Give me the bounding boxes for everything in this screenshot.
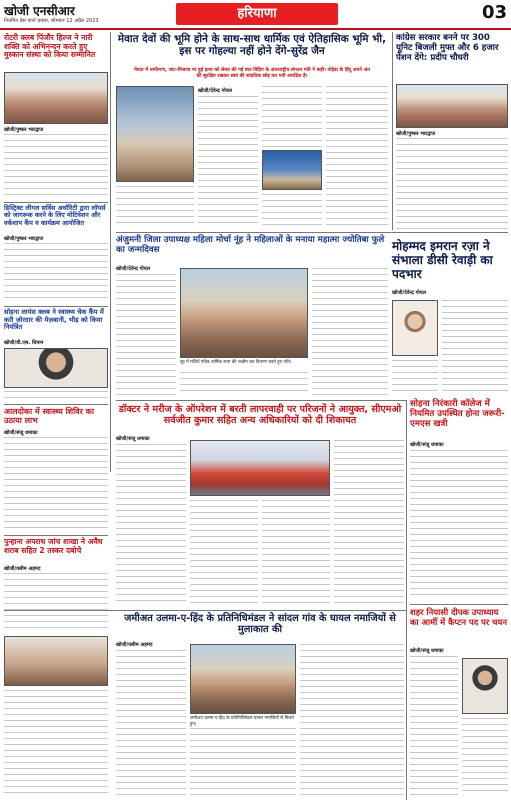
photo-complaint <box>190 440 330 496</box>
story-byline: खोजी/वसीम अहमद <box>116 642 153 648</box>
story-headline: कांग्रेस सरकार बनने पर 300 यूनिट बिजली मुफ्त और 6 हजार पेंशन देंगे: प्रदीप चौधरी <box>396 33 499 63</box>
column-rule <box>110 32 111 472</box>
lead-headline: मेवात देवों की भूमि होने के साथ-साथ धार्मिक एवं ऐतिहासिक भूमि भी, इस पर गोहल्या नहीं होने देंगे-सुरेंद्र जैन <box>117 33 387 57</box>
story-headline: शहर नियासी दीपक उपाध्याय का आर्मी में कैप्टन पद पर चयन <box>410 607 507 627</box>
photo-lead-event <box>116 86 194 182</box>
newspaper-logo: खोजी एनसीआर <box>4 4 75 18</box>
story-nirankari-college <box>410 400 508 430</box>
story-body-text <box>392 360 438 396</box>
story-body-text <box>4 690 108 796</box>
story-body-text <box>4 134 108 200</box>
story-body-text <box>198 96 258 226</box>
story-byline: खोजी/पुष्कर भारद्वाज <box>4 236 44 242</box>
story-body-text <box>396 138 508 230</box>
story-body-text <box>116 274 176 396</box>
story-body-text <box>4 391 108 401</box>
story-body-text <box>190 500 258 606</box>
story-body-text <box>190 728 296 796</box>
story-byline: खोजी/देवेन्द्र गोयल <box>198 88 232 94</box>
column-rule <box>406 400 407 800</box>
story-byline: खोजी/वी.एस. धिमान <box>4 340 44 346</box>
story-congress <box>396 34 508 64</box>
story-army-captain <box>410 608 508 627</box>
page-number: 03 <box>481 2 507 23</box>
story-body-text <box>116 186 194 226</box>
story-byline: खोजी/पुष्कर भारद्वाज <box>4 127 44 133</box>
story-headline: आलदोका में स्वास्थ्य शिविर का उठाया लाभ <box>4 407 94 426</box>
story-headline: डिस्ट्रिक्ट लीगल सर्विस अथॉरिटी द्वारा लॉयर्स को जागरूक करने के लिए मोटिवेशन और वर्कशाप कैंप व कार्यक्रम आयोजित <box>4 204 106 227</box>
story-headline: पुन्हाना अपराध जांच शाखा ने अवैध शराब सहित 2 तस्कर दबोचे <box>4 537 103 555</box>
story-byline: खोजी/संजू धमाका <box>410 442 444 448</box>
story-doctor-negligence <box>116 404 404 426</box>
photo-lead-speaker <box>262 150 322 190</box>
story-lions-club <box>4 309 108 332</box>
story-headline: सोहना लायंस क्लब ने स्वास्थ्य चेक कैंप में करी ज़ोरदार की मेज़बानी, भीड़ को किया नियंत्रित <box>4 308 104 332</box>
masthead <box>0 0 511 30</box>
story-byline: खोजी/पुष्कर भारद्वाज <box>396 131 436 137</box>
story-body-text <box>462 718 508 796</box>
story-byline: खोजी/संजू धमाका <box>116 436 150 442</box>
story-dc-rewari <box>392 240 508 281</box>
section-title: हरियाणा <box>176 3 338 25</box>
issue-date: नियमित प्रेस वार्ता प्रयास, सोमवार 12 अप्रैल 2023 <box>4 18 99 24</box>
photo-dc-portrait <box>392 300 438 356</box>
column-rule <box>392 32 393 230</box>
story-body-text <box>300 644 404 796</box>
photo-rotary-event <box>4 72 108 124</box>
story-body-text <box>4 243 108 303</box>
story-jyotiba-phule <box>116 236 388 256</box>
story-legal-services <box>4 205 108 227</box>
story-headline: डॉक्टर ने मरीज के ऑपरेशन में बरती लापरवाही पर परिजनों ने आयुक्त, सीएमओ सर्वजीत कुमार सहित अन्य अधिकारियों को दी शिकायत <box>118 404 402 427</box>
photo-captain-portrait <box>462 658 508 714</box>
story-rotary <box>4 34 108 60</box>
lead-strap: मेवात में धर्मांतरण, जाट-मिजाज पर हुई हत्या को लेकर की गई बात विहिप के अंतरराष्ट्रीय संगठन मंत्री ने कही। नोहेडा के हिंदू अपने अंत की सुरक्षित रखकर स्वयं की सांप्रदिक छोड़ कर गयी आरक्षित है। <box>134 68 370 80</box>
story-body-text <box>4 573 108 633</box>
story-liquor-seizure <box>4 538 108 555</box>
photo-congress-meeting <box>396 84 508 128</box>
story-body-text <box>312 268 388 396</box>
story-byline: खोजी/देवेन्द्र गोयल <box>392 290 426 296</box>
story-headline: जमीअत उलमा-ए-हिंद के प्रतिनिधिमंडल ने सांदल गांव के घायल नमाजियों से मुलाकात की <box>124 613 396 636</box>
photo-lions-club <box>4 348 108 388</box>
story-headline: मोहम्मद इमरान रज़ा ने संभाला डीसी रेवाड़ी का पदभार <box>392 239 493 281</box>
photo-caption: नूंह में मजिदें पवित्र धार्मिक सभा की जश्नीम कर वितरण करते हुए पति। <box>180 360 292 365</box>
story-byline: खोजी/देवेन्द्र गोयल <box>116 266 150 272</box>
story-byline: खोजी/संजू धमाका <box>410 648 444 654</box>
story-body-text <box>116 444 186 606</box>
photo-caption: जमीअत उलमा-ए-हिंद के प्रतिनिधिमंडल घायल नमाजियों से मिलते हुए। <box>190 716 294 727</box>
photo-accused <box>4 636 108 686</box>
story-body-text <box>180 372 308 396</box>
story-body-text <box>4 437 108 533</box>
story-body-text <box>410 450 508 600</box>
story-body-text <box>262 500 330 606</box>
story-health-camp <box>4 407 108 425</box>
story-body-text <box>334 440 404 606</box>
story-body-text <box>116 650 186 796</box>
story-body-text <box>326 86 388 226</box>
story-body-text <box>410 656 458 796</box>
story-body-text <box>442 300 508 396</box>
photo-women-meeting <box>180 268 308 358</box>
story-jamiat <box>116 613 404 636</box>
story-headline: अंजुमनी जिला उपाध्यक्ष महिला मोर्चा नूंह ने महिलाओं के मनाया महात्मा ज्योतिबा फुले का जन्मदिवस <box>116 235 385 255</box>
story-headline: सोहना निरंकारी कॉलेज में नियमित उपस्थित होना जरूरी-एमएस खत्री <box>410 399 505 429</box>
story-headline: रोटरी क्लब पिंजौर हिल्ज ने नारी शक्ति को अभिनन्दन करते हुए मुस्कान संस्था को किया सम्मानित <box>4 33 96 60</box>
photo-jamiat-visit <box>190 644 296 714</box>
story-byline: खोजी/वसीम अहमद <box>4 566 41 572</box>
story-byline: खोजी/संजू धमाका <box>4 430 38 436</box>
lead-story <box>116 34 388 58</box>
